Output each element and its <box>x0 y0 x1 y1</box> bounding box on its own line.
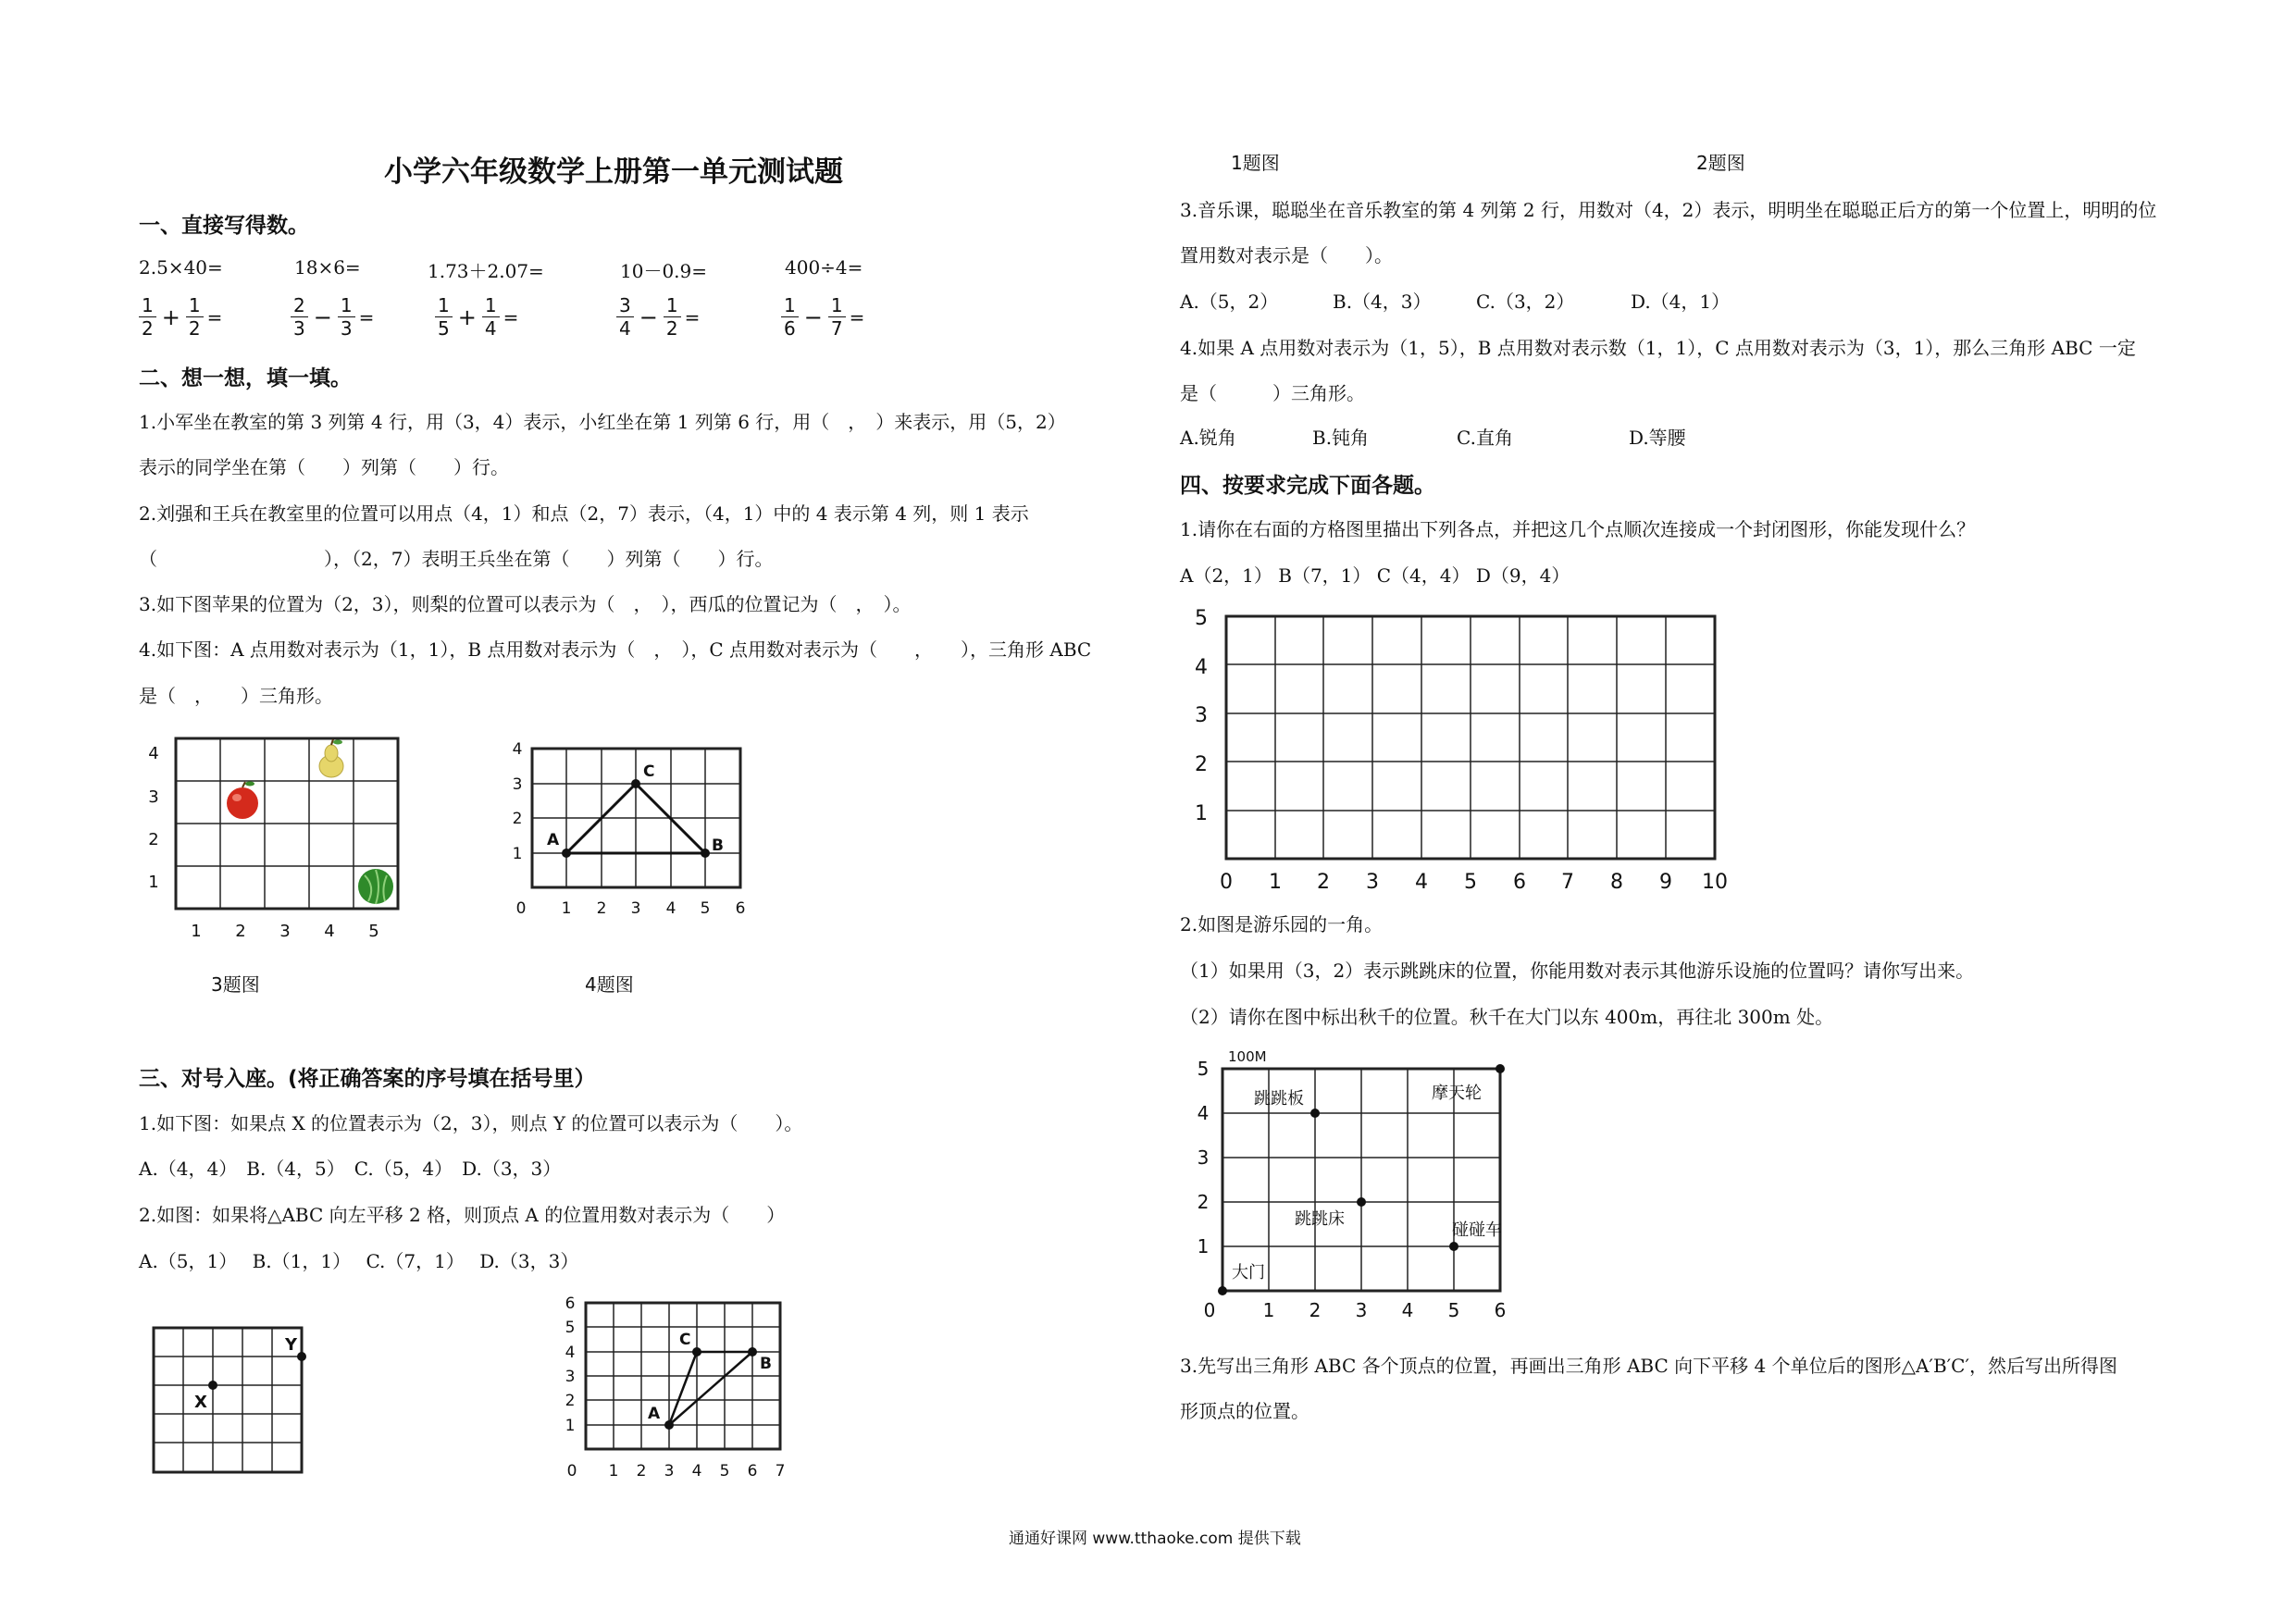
question-line: （ ），（2，7）表明王兵坐在第（ ）列第（ ）行。 <box>139 548 774 570</box>
watermelon-icon <box>358 869 393 904</box>
point-label: B <box>760 1355 772 1373</box>
arith-item: 2.5×40= <box>139 256 223 279</box>
option: D.等腰 <box>1629 427 1686 449</box>
x-tick-label: 2 <box>596 899 607 918</box>
scale-label: 100M <box>1228 1048 1267 1065</box>
point-a <box>562 849 571 858</box>
point-b <box>701 849 710 858</box>
y-tick-label: 2 <box>1197 1191 1210 1213</box>
y-tick-label: 3 <box>1197 1146 1210 1169</box>
x-tick-label: 8 <box>1610 871 1623 894</box>
x-tick-label: 3 <box>279 922 291 941</box>
point-x <box>208 1381 217 1390</box>
y-tick-label: 5 <box>1195 607 1208 630</box>
option: A.锐角 <box>1180 427 1236 449</box>
y-tick-label: 2 <box>148 830 159 849</box>
fraction: $\frac{1}{6}$ <box>781 294 799 340</box>
x-tick-label: 5 <box>719 1462 730 1481</box>
question-line: 1.请你在右面的方格图里描出下列各点，并把这几个点顺次连接成一个封闭图形，你能发现什么？ <box>1180 518 1976 540</box>
fraction-expr: $\frac{1}{2}$ + $\frac{1}{2}$ = <box>139 294 222 340</box>
x-tick-label: 1 <box>191 922 202 941</box>
bumper-car-label: 碰碰车 <box>1452 1220 1502 1240</box>
question-line: 形顶点的位置。 <box>1180 1400 1309 1422</box>
fruit-grid-figure <box>139 731 416 944</box>
section1-heading: 一、直接写得数。 <box>139 214 309 238</box>
page-title: 小学六年级数学上册第一单元测试题 <box>384 155 843 189</box>
point-a <box>664 1420 674 1430</box>
point-label: Y <box>285 1335 298 1355</box>
footer: 通通好课网 www.tthaoke.com 提供下载 <box>1009 1530 1301 1548</box>
x-tick-label: 10 <box>1702 871 1728 894</box>
ferris-wheel-label: 摩天轮 <box>1432 1084 1482 1103</box>
x-tick-label: 2 <box>636 1462 647 1481</box>
point-c <box>692 1347 701 1357</box>
figure-caption: 3题图 <box>211 973 260 996</box>
y-tick-label: 2 <box>565 1392 576 1410</box>
figure-caption: 1题图 <box>1231 152 1280 174</box>
amusement-park-map <box>1189 1041 1532 1323</box>
fraction-expr: $\frac{1}{5}$ + $\frac{1}{4}$ = <box>435 294 518 340</box>
point-label: C <box>679 1331 691 1349</box>
y-tick-label: 2 <box>1195 753 1208 776</box>
y-tick-label: 5 <box>565 1319 576 1337</box>
y-tick-label: 3 <box>565 1368 576 1386</box>
x-tick-label: 6 <box>1494 1299 1507 1321</box>
question-line: （2）请你在图中标出秋千的位置。秋千在大门以东 400m，再往北 300m 处。 <box>1180 1006 1834 1028</box>
seesaw-point <box>1310 1109 1320 1118</box>
option: B.（4，3） <box>1333 291 1432 313</box>
x-tick-label: 1 <box>608 1462 619 1481</box>
x-tick-label: 4 <box>691 1462 702 1481</box>
point-label: A <box>648 1405 661 1423</box>
question-line: 置用数对表示是（ ）。 <box>1180 244 1393 266</box>
y-tick-label: 1 <box>565 1417 576 1435</box>
figure-caption: 4题图 <box>585 973 634 996</box>
point-b <box>748 1347 757 1357</box>
option: C.直角 <box>1457 427 1513 449</box>
figure-caption: 2题图 <box>1696 152 1745 174</box>
fraction-expr: $\frac{2}{3}$ − $\frac{1}{3}$ = <box>291 294 374 340</box>
y-tick-label: 4 <box>148 744 159 763</box>
xy-grid-figure <box>148 1319 315 1476</box>
question-line: 1.小军坐在教室的第 3 列第 4 行，用（3，4）表示，小红坐在第 1 列第 6 行，用（ ， ）来表示，用（5，2） <box>139 411 1066 433</box>
fraction-expr: $\frac{1}{6}$ − $\frac{1}{7}$ = <box>781 294 864 340</box>
x-tick-label: 7 <box>775 1462 786 1481</box>
x-tick-label: 2 <box>1317 871 1330 894</box>
option: C.（3，2） <box>1476 291 1575 313</box>
x-tick-label: 2 <box>1309 1299 1322 1321</box>
arith-item: 18×6= <box>294 256 361 279</box>
question-line: 4.如果 A 点用数对表示为（1，5），B 点用数对表示数（1，1），C 点用数对表示为（3，1），那么三角形 ABC 一定 <box>1180 337 2136 359</box>
y-tick-label: 3 <box>512 775 523 794</box>
options-line: A.（4，4） B.（4，5） C.（5，4） D.（3，3） <box>139 1158 562 1180</box>
x-tick-label: 0 <box>566 1462 577 1481</box>
y-tick-label: 4 <box>565 1344 576 1362</box>
y-tick-label: 2 <box>512 810 523 828</box>
ferris-wheel-point <box>1496 1064 1505 1073</box>
point-label: B <box>712 836 724 855</box>
bumper-car-point <box>1449 1242 1458 1251</box>
trampoline-point <box>1357 1197 1366 1207</box>
question-line: 1.如下图：如果点 X 的位置表示为（2，3），则点 Y 的位置可以表示为（ ）。 <box>139 1112 803 1134</box>
y-tick-label: 4 <box>1195 656 1208 679</box>
x-tick-label: 3 <box>630 899 641 918</box>
x-tick-label: 1 <box>561 899 572 918</box>
x-tick-label: 4 <box>1401 1299 1414 1321</box>
fraction: $\frac{1}{3}$ <box>338 294 355 340</box>
question-line: 4.如下图：A 点用数对表示为（1，1），B 点用数对表示为（ ， ），C 点用数对表示为（ ， ），三角形 ABC <box>139 638 1092 661</box>
y-tick-label: 3 <box>148 787 159 807</box>
x-tick-label: 5 <box>1464 871 1477 894</box>
x-tick-label: 7 <box>1561 871 1574 894</box>
point-c <box>631 779 640 788</box>
fraction: $\frac{1}{4}$ <box>482 294 500 340</box>
question-line: 表示的同学坐在第（ ）列第（ ）行。 <box>139 456 509 478</box>
abc-grid-figure <box>555 1291 796 1485</box>
option: B.钝角 <box>1312 427 1370 449</box>
x-tick-label: 5 <box>700 899 711 918</box>
y-tick-label: 1 <box>1195 802 1208 825</box>
arith-item: 1.73＋2.07= <box>428 260 544 282</box>
x-tick-label: 5 <box>1447 1299 1460 1321</box>
gate-label: 大门 <box>1232 1263 1265 1282</box>
x-tick-label: 4 <box>665 899 676 918</box>
x-tick-label: 3 <box>1355 1299 1368 1321</box>
x-tick-label: 3 <box>664 1462 675 1481</box>
question-line: 2.如图是游乐园的一角。 <box>1180 913 1384 935</box>
fraction: $\frac{1}{2}$ <box>139 294 156 340</box>
question-line: 是（ ， ）三角形。 <box>139 685 333 707</box>
question-line: 是（ ）三角形。 <box>1180 382 1365 404</box>
x-tick-label: 4 <box>324 922 335 941</box>
fraction: $\frac{3}{4}$ <box>616 294 634 340</box>
point-label: X <box>194 1393 207 1412</box>
fraction: $\frac{1}{2}$ <box>664 294 681 340</box>
x-tick-label: 0 <box>515 899 527 918</box>
blank-coordinate-grid <box>1185 601 1740 898</box>
question-line: 3.先写出三角形 ABC 各个顶点的位置，再画出三角形 ABC 向下平移 4 个单位后的图形△A′B′C′，然后写出所得图 <box>1180 1355 2118 1377</box>
question-line: 2.如图：如果将△ABC 向左平移 2 格，则顶点 A 的位置用数对表示为（ ） <box>139 1204 786 1226</box>
x-tick-label: 3 <box>1366 871 1379 894</box>
points-line: A（2，1） B（7，1） C（4，4） D（9，4） <box>1180 564 1570 587</box>
y-tick-label: 6 <box>565 1295 576 1313</box>
x-tick-label: 1 <box>1262 1299 1275 1321</box>
x-tick-label: 0 <box>1220 871 1233 894</box>
y-tick-label: 3 <box>1195 704 1208 727</box>
y-tick-label: 1 <box>148 873 159 892</box>
pear-icon <box>319 739 343 777</box>
fraction: $\frac{1}{7}$ <box>828 294 846 340</box>
x-tick-label: 6 <box>735 899 746 918</box>
y-tick-label: 1 <box>1197 1235 1210 1258</box>
question-line: （1）如果用（3，2）表示跳跳床的位置，你能用数对表示其他游乐设施的位置吗？请你写出来。 <box>1180 960 1975 982</box>
option: D.（4，1） <box>1631 291 1731 313</box>
y-tick-label: 5 <box>1197 1058 1210 1080</box>
x-tick-label: 9 <box>1659 871 1672 894</box>
x-tick-label: 6 <box>747 1462 758 1481</box>
triangle-grid-figure <box>504 736 754 921</box>
x-tick-label: 2 <box>235 922 246 941</box>
fraction-expr: $\frac{3}{4}$ − $\frac{1}{2}$ = <box>616 294 700 340</box>
option: A.（5，2） <box>1180 291 1279 313</box>
gate-point <box>1218 1286 1227 1295</box>
y-tick-label: 4 <box>1197 1102 1210 1124</box>
x-tick-label: 5 <box>368 922 379 941</box>
y-tick-label: 1 <box>512 845 523 863</box>
fraction: $\frac{1}{5}$ <box>435 294 453 340</box>
point-label: C <box>643 762 655 781</box>
point-label: A <box>547 831 560 849</box>
x-tick-label: 6 <box>1513 871 1526 894</box>
question-line: 2.刘强和王兵在教室里的位置可以用点（4，1）和点（2，7）表示，（4，1）中的 4 表示第 4 列，则 1 表示 <box>139 502 1029 525</box>
fraction: $\frac{1}{2}$ <box>186 294 204 340</box>
fraction: $\frac{2}{3}$ <box>291 294 308 340</box>
x-tick-label: 0 <box>1203 1299 1216 1321</box>
apple-icon <box>227 782 258 820</box>
seesaw-label: 跳跳板 <box>1254 1089 1304 1109</box>
x-tick-label: 4 <box>1415 871 1428 894</box>
trampoline-label: 跳跳床 <box>1295 1209 1345 1229</box>
section4-heading: 四、按要求完成下面各题。 <box>1180 474 1435 498</box>
x-tick-label: 1 <box>1269 871 1282 894</box>
arith-item: 10－0.9= <box>620 260 708 282</box>
point-y <box>297 1352 306 1361</box>
question-line: 3.如下图苹果的位置为（2，3），则梨的位置可以表示为（ ， ），西瓜的位置记为（ ， ）。 <box>139 593 912 615</box>
question-line: 3.音乐课，聪聪坐在音乐教室的第 4 列第 2 行，用数对（4，2）表示，明明坐在聪聪正后方的第一个位置上，明明的位 <box>1180 199 2157 221</box>
y-tick-label: 4 <box>512 740 523 759</box>
options-line: A.（5，1） B.（1，1） C.（7，1） D.（3，3） <box>139 1250 579 1272</box>
section3-heading: 三、对号入座。(将正确答案的序号填在括号里） <box>139 1067 596 1091</box>
arith-item: 400÷4= <box>785 256 863 279</box>
section2-heading: 二、想一想，填一填。 <box>139 366 352 390</box>
